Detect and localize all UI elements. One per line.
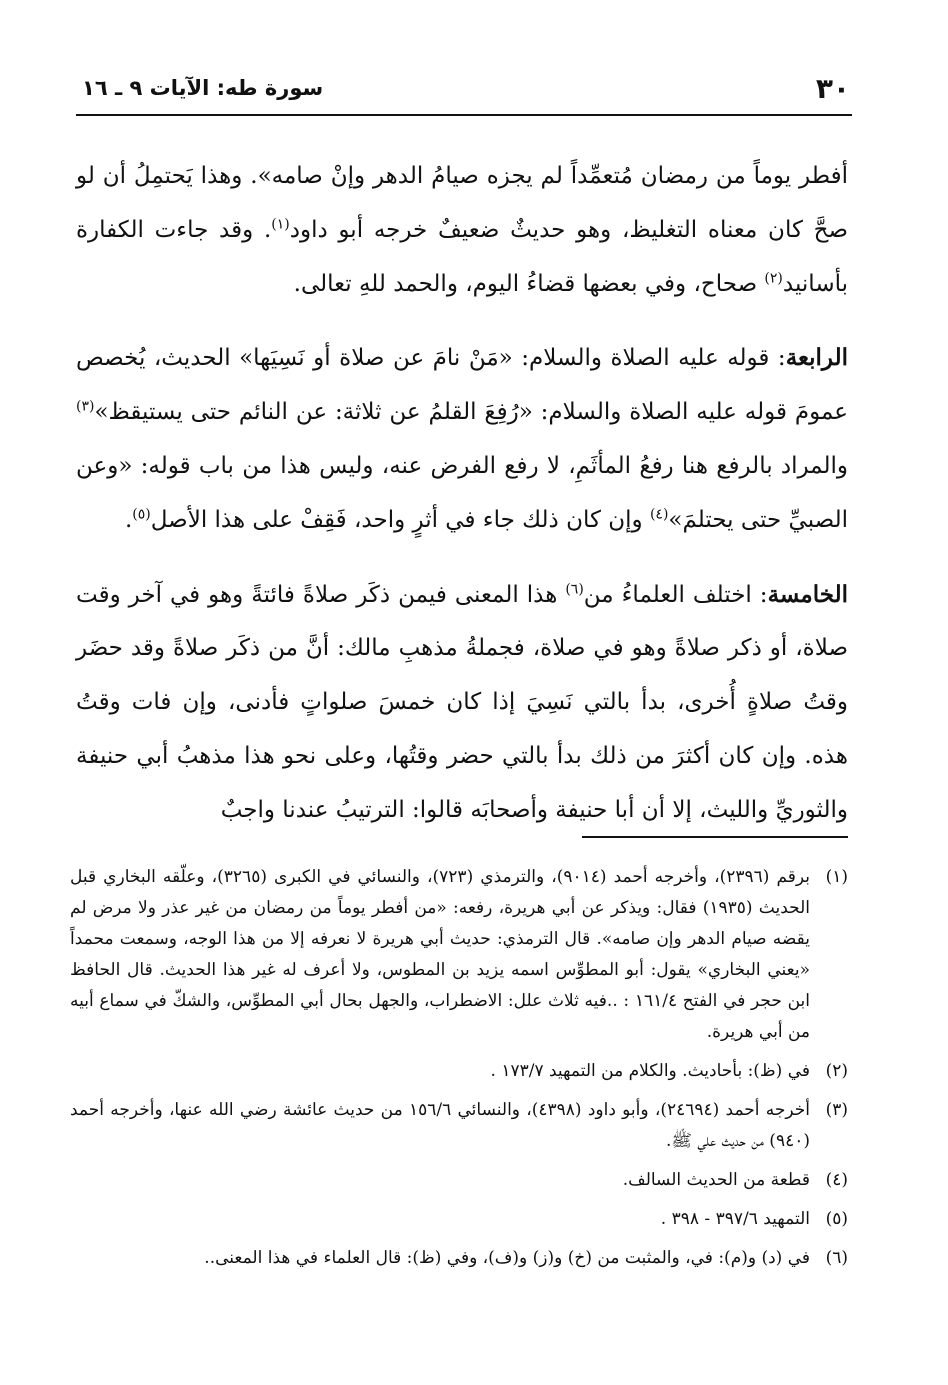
footnote-ref-6: (٦) bbox=[565, 580, 584, 597]
footnote-number: (١) bbox=[825, 867, 849, 887]
footnote-6 bbox=[70, 1243, 848, 1274]
page-header bbox=[82, 68, 850, 112]
footnote-ref-1: (١) bbox=[271, 216, 290, 233]
footnotes bbox=[70, 862, 848, 1282]
footnote-number: (٦) bbox=[825, 1248, 848, 1268]
footnote-text: أخرجه أحمد (٢٤٦٩٤)، وأبو داود (٤٣٩٨)، والنسائي ١٥٦/٦ من حديث عائشة رضي الله عنها، وأخرجه أحمد (٩٤٠) من حديث علي ﷺ. bbox=[70, 1100, 811, 1151]
paragraph-1: أفطر يوماً من رمضان مُتعمِّداً لم يجزه صيامُ الدهر وإنْ صامه». وهذا يَحتمِلُ أن لو صحَّ كان معناه التغليظ، وهو حديثٌ ضعيفٌ خرجه أبو داود$^{(١)}$. وقد جاءت الكفارة بأسانيد$^{(٢)}$ صحاح، وفي بعضها قضاءُ اليوم، والحمد للهِ تعالى. bbox=[76, 163, 848, 297]
footnote-5 bbox=[70, 1204, 848, 1235]
footnote-number: (٢) bbox=[825, 1061, 848, 1081]
main-text bbox=[76, 150, 848, 838]
footnote-text: في (ظ): بأحاديث. والكلام من التمهيد ١٧٣/٧ . bbox=[490, 1061, 810, 1081]
footnote-number: (٣) bbox=[825, 1100, 849, 1120]
footnote-2 bbox=[70, 1056, 848, 1087]
footnote-ref-4: (٤) bbox=[649, 506, 669, 523]
footnote-4 bbox=[70, 1165, 848, 1196]
footnote-ref-2: (٢) bbox=[764, 269, 783, 286]
paragraph-3: الخامسة: اختلف العلماءُ من$^{(٦)}$ هذا المعنى فيمن ذكَر صلاةً فائتةً وهو في آخر وقت صلاة، أو ذكر صلاةً وهو في صلاة، فجملةُ مذهبِ مالك: أنَّ من ذكَر صلاةً وقد حضَر وقتُ صلاةٍ أُخرى، بدأ بالتي نَسِيَ إذا كان خمسَ صلواتٍ فأدنى، وإن فات وقتُ هذه. وإن كان أكثرَ من ذلك بدأ بالتي حضر وقتُها، وعلى نحو هذا مذهبُ أبي حنيفة والثوريِّ والليث، إلا أن أبا حنيفة وأصحابَه قالوا: الترتيبُ عندنا واجبٌ bbox=[76, 580, 848, 823]
running-title: سورة طه: الآيات ٩ ـ ١٦ bbox=[82, 76, 324, 100]
section-keyword-fifth: الخامسة bbox=[767, 580, 848, 608]
footnote-divider bbox=[582, 836, 848, 838]
footnote-text: برقم (٢٣٩٦)، وأخرجه أحمد (٩٠١٤)، والترمذي (٧٢٣)، والنسائي في الكبرى (٣٢٦٥)، وعلّقه البخاري قبل الحديث (١٩٣٥) فقال: ويذكر عن أبي هريرة، رفعه: «من أفطر يوماً من رمضان من غير عذر ولا مرض لم يقضه صيام الدهر وإن صامه». قال الترمذي: حديث أبي هريرة لا نعرفه إلا من هذا الوجه، وسمعت محمداً «يعني البخاري» يقول: أبو المطوِّس اسمه يزيد بن المطوس، ولا أعرف له غير هذا الحديث. قال الحافظ ابن حجر في الفتح ١٦١/٤ : ..فيه ثلاث علل: الاضطراب، والجهل بحال أبي المطوِّس، والشكّ في سماع أبيه من أبي هريرة. bbox=[70, 867, 811, 1042]
footnote-number: (٤) bbox=[825, 1170, 848, 1190]
footnote-3 bbox=[70, 1095, 848, 1157]
paragraph-2: الرابعة: قوله عليه الصلاة والسلام: «مَنْ نامَ عن صلاة أو نَسِيَها» الحديث، يُخصص عمومَ قوله عليه الصلاة والسلام: «رُفِعَ القلمُ عن ثلاثة: عن النائم حتى يستيقظ»$^{(٣)}$ والمراد بالرفع هنا رفعُ المأثَمِ، لا رفع الفرض عنه، وليس هذا من باب قوله: «وعن الصبيِّ حتى يحتلمَ»$^{(٤)}$ وإن كان ذلك جاء في أثرٍ واحد، فَقِفْ على هذا الأصل$^{(٥)}$. bbox=[76, 344, 848, 533]
page-number: ٣٠ bbox=[815, 72, 850, 105]
footnote-ref-3: (٣) bbox=[76, 398, 95, 415]
header-divider bbox=[76, 114, 852, 116]
footnote-1 bbox=[70, 862, 848, 1048]
footnote-text: في (د) و(م): في، والمثبت من (خ) و(ز) و(ف)، وفي (ظ): قال العلماء في هذا المعنى.. bbox=[204, 1248, 810, 1268]
section-keyword-fourth: الرابعة bbox=[785, 344, 848, 372]
footnote-number: (٥) bbox=[825, 1209, 848, 1229]
footnote-ref-5: (٥) bbox=[132, 506, 151, 523]
footnote-text: التمهيد ٣٩٧/٦ - ٣٩٨ . bbox=[660, 1209, 810, 1229]
footnote-text: قطعة من الحديث السالف. bbox=[622, 1170, 810, 1190]
